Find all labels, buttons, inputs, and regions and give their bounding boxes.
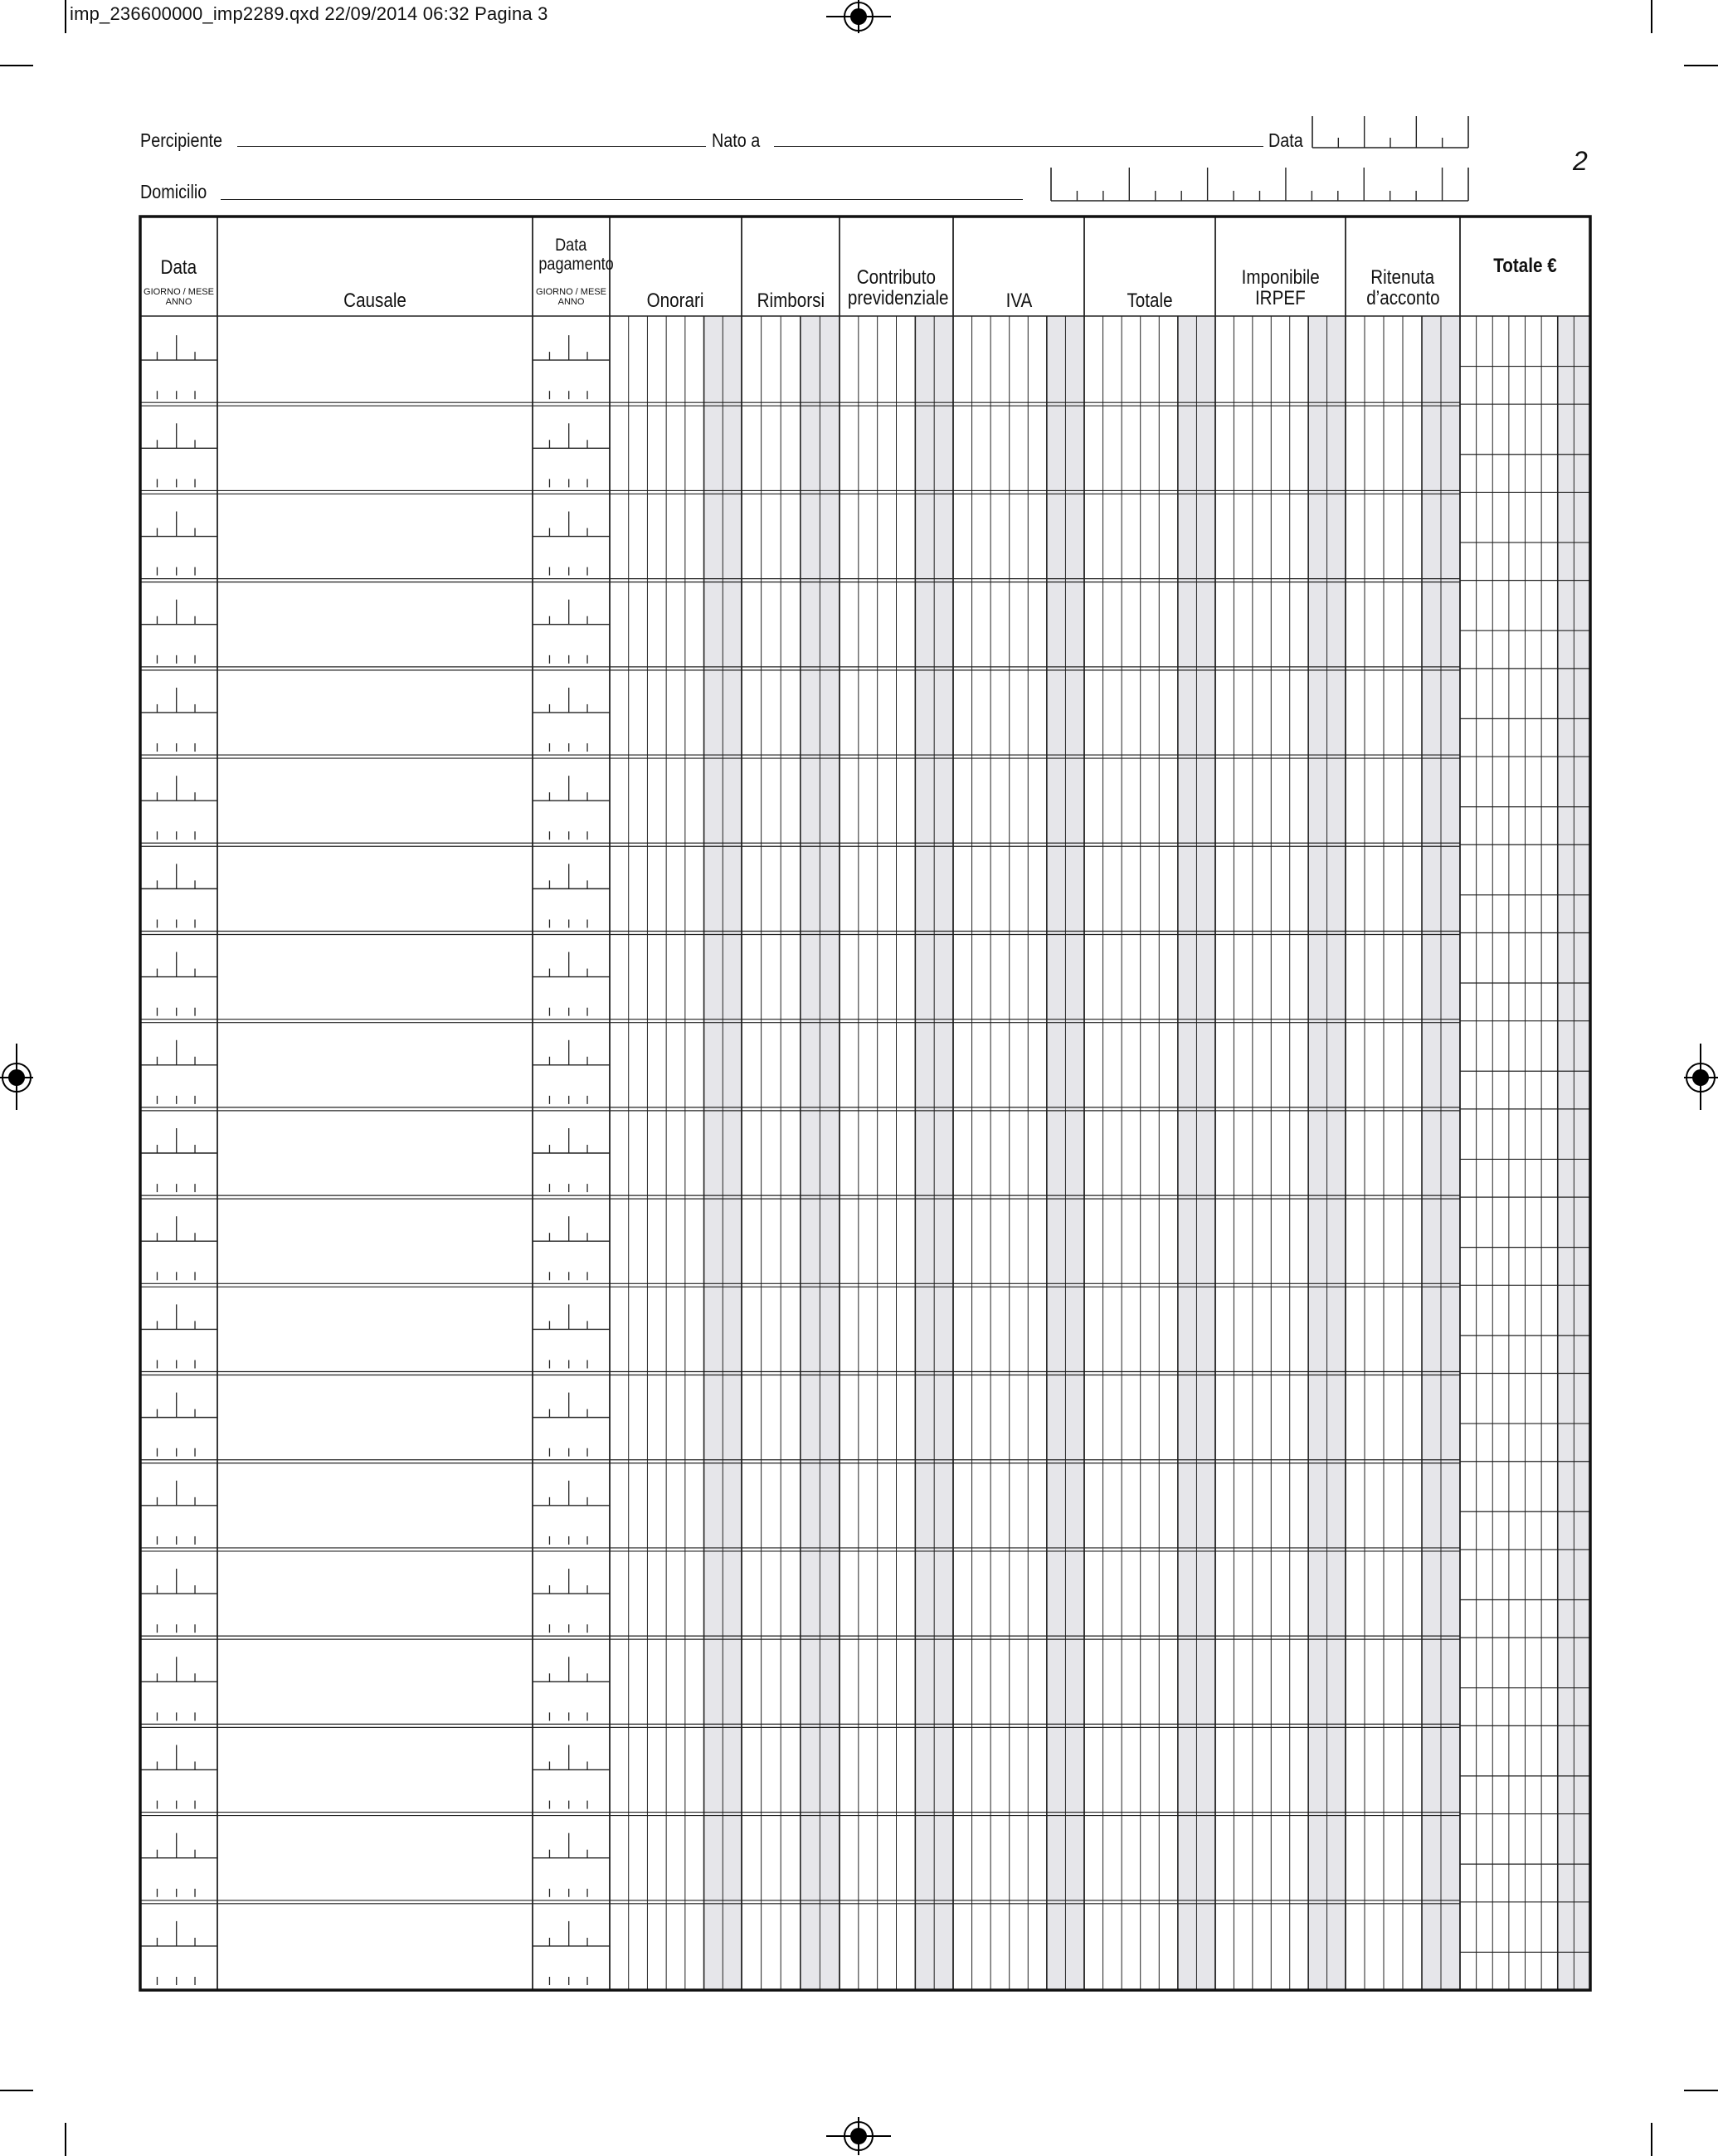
header-data-sub: GIORNO / MESE ANNO bbox=[144, 287, 214, 307]
header-contributo-previdenziale: Contributo previdenziale bbox=[847, 266, 949, 309]
percipiente-label: Percipiente bbox=[140, 129, 222, 151]
domicilio-label: Domicilio bbox=[140, 181, 207, 202]
nato-a-label: Nato a bbox=[712, 129, 761, 151]
header-imponibile-irpef: Imponibile IRPEF bbox=[1241, 266, 1320, 309]
header-causale: Causale bbox=[343, 290, 406, 312]
header-totale-euro: Totale € bbox=[1493, 255, 1557, 277]
header-onorari: Onorari bbox=[647, 290, 704, 312]
header-data: Data bbox=[160, 256, 197, 279]
header-iva: IVA bbox=[1005, 290, 1032, 312]
print-slug: imp_236600000_imp2289.qxd 22/09/2014 06:32 Pagina 3 bbox=[70, 3, 548, 24]
data-label: Data bbox=[1268, 129, 1303, 151]
header-totale: Totale bbox=[1127, 290, 1173, 312]
header-data-pagamento-sub: GIORNO / MESE ANNO bbox=[536, 287, 606, 307]
header-data-pagamento: Data pagamento bbox=[538, 236, 614, 274]
header-rimborsi: Rimborsi bbox=[757, 290, 825, 312]
page-number: 2 bbox=[1573, 146, 1588, 176]
header-ritenuta-acconto: Ritenuta d’acconto bbox=[1365, 266, 1440, 309]
